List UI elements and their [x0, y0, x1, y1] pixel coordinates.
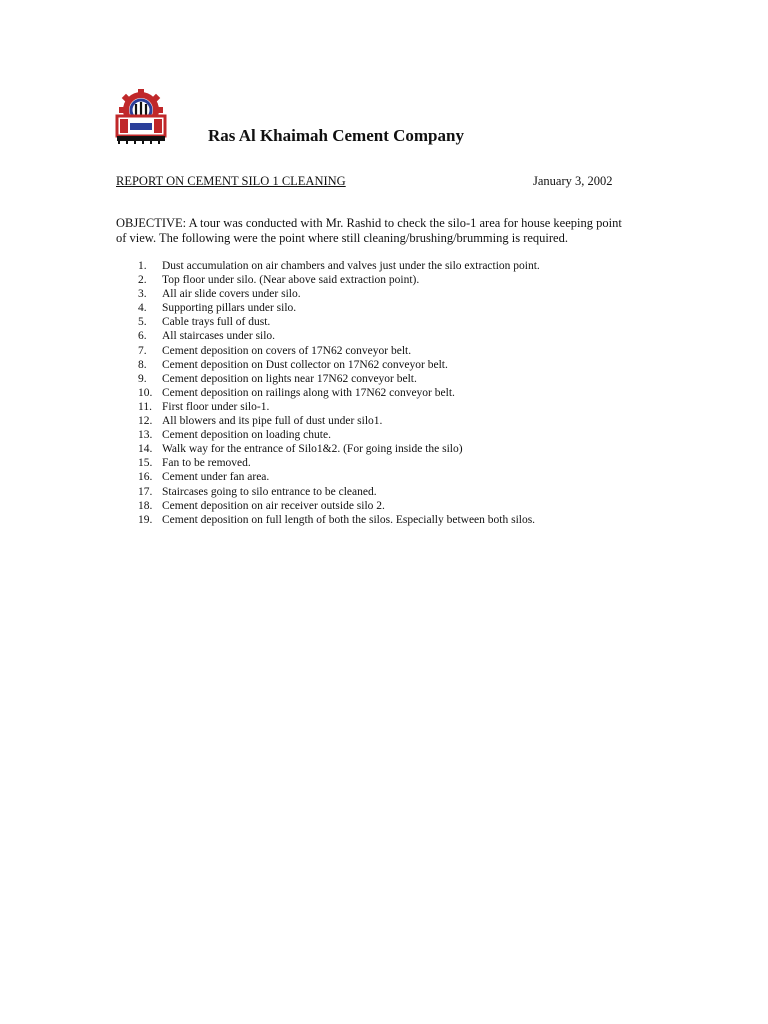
objective-paragraph [116, 216, 656, 246]
objective-line: of view. The following were the point where still cleaning/brushing/brumming is required. [116, 231, 568, 245]
list-item [116, 513, 676, 527]
item-text: Cement deposition on air receiver outside silo 2. [162, 499, 385, 512]
item-number: 5. [138, 316, 147, 329]
list-item [116, 273, 676, 287]
item-text: All air slide covers under silo. [162, 288, 301, 301]
item-number: 11. [138, 400, 152, 413]
list-item [116, 400, 676, 414]
item-text: Walk way for the entrance of Silo1&2. (For going inside the silo) [162, 443, 463, 456]
list-item [116, 358, 676, 372]
list-item [116, 470, 676, 484]
item-text: Cement deposition on covers of 17N62 conveyor belt. [162, 344, 412, 357]
item-number: 3. [138, 288, 147, 301]
item-text: Supporting pillars under silo. [162, 302, 297, 315]
item-text: Fan to be removed. [162, 457, 251, 470]
item-number: 10. [138, 386, 153, 399]
objective-line: OBJECTIVE: A tour was conducted with Mr. Rashid to check the silo-1 area for house keeping point [116, 216, 622, 230]
list-item [116, 456, 676, 470]
item-text: All staircases under silo. [162, 330, 276, 343]
item-number: 15. [138, 457, 153, 470]
item-text: Cable trays full of dust. [162, 316, 271, 329]
item-number: 1. [138, 260, 147, 272]
list-item [116, 287, 676, 301]
item-text: Cement deposition on loading chute. [162, 429, 331, 442]
item-text: Dust accumulation on air chambers and valves just under the silo extraction point. [162, 260, 540, 272]
item-number: 16. [138, 471, 153, 484]
item-number: 2. [138, 274, 147, 287]
list-item [116, 428, 676, 442]
item-number: 13. [138, 429, 153, 442]
list-item [116, 499, 676, 513]
item-number: 4. [138, 302, 147, 315]
item-text: Cement deposition on full length of both the silos. Especially between both silos. [162, 513, 536, 526]
item-number: 17. [138, 485, 153, 498]
cleaning-points-list [116, 259, 676, 527]
list-item [116, 372, 676, 386]
item-text: Cement under fan area. [162, 471, 270, 484]
list-item [116, 442, 676, 456]
item-text: Cement deposition on railings along with 17N62 conveyor belt. [162, 386, 455, 399]
item-number: 9. [138, 372, 147, 385]
item-number: 18. [138, 499, 153, 512]
item-text: Top floor under silo. (Near above said extraction point). [162, 274, 420, 287]
item-text: First floor under silo-1. [162, 400, 270, 413]
report-title: REPORT ON CEMENT SILO 1 CLEANING [116, 174, 346, 188]
list-item [116, 485, 676, 499]
item-number: 6. [138, 330, 147, 343]
list-item [116, 386, 676, 400]
item-number: 19. [138, 513, 153, 526]
item-number: 14. [138, 443, 153, 456]
item-number: 12. [138, 415, 153, 428]
item-text: Staircases going to silo entrance to be cleaned. [162, 485, 377, 498]
list-item [116, 329, 676, 343]
report-date: January 3, 2002 [533, 174, 613, 188]
item-text: All blowers and its pipe full of dust under silo1. [162, 415, 383, 428]
company-logo [115, 88, 177, 144]
item-number: 8. [138, 358, 147, 371]
company-name: Ras Al Khaimah Cement Company [208, 126, 464, 145]
list-item [116, 259, 676, 273]
list-item [116, 414, 676, 428]
list-item [116, 315, 676, 329]
list-item [116, 301, 676, 315]
item-number: 7. [138, 344, 147, 357]
item-text: Cement deposition on lights near 17N62 conveyor belt. [162, 372, 417, 385]
item-text: Cement deposition on Dust collector on 17N62 conveyor belt. [162, 358, 448, 371]
list-item [116, 344, 676, 358]
